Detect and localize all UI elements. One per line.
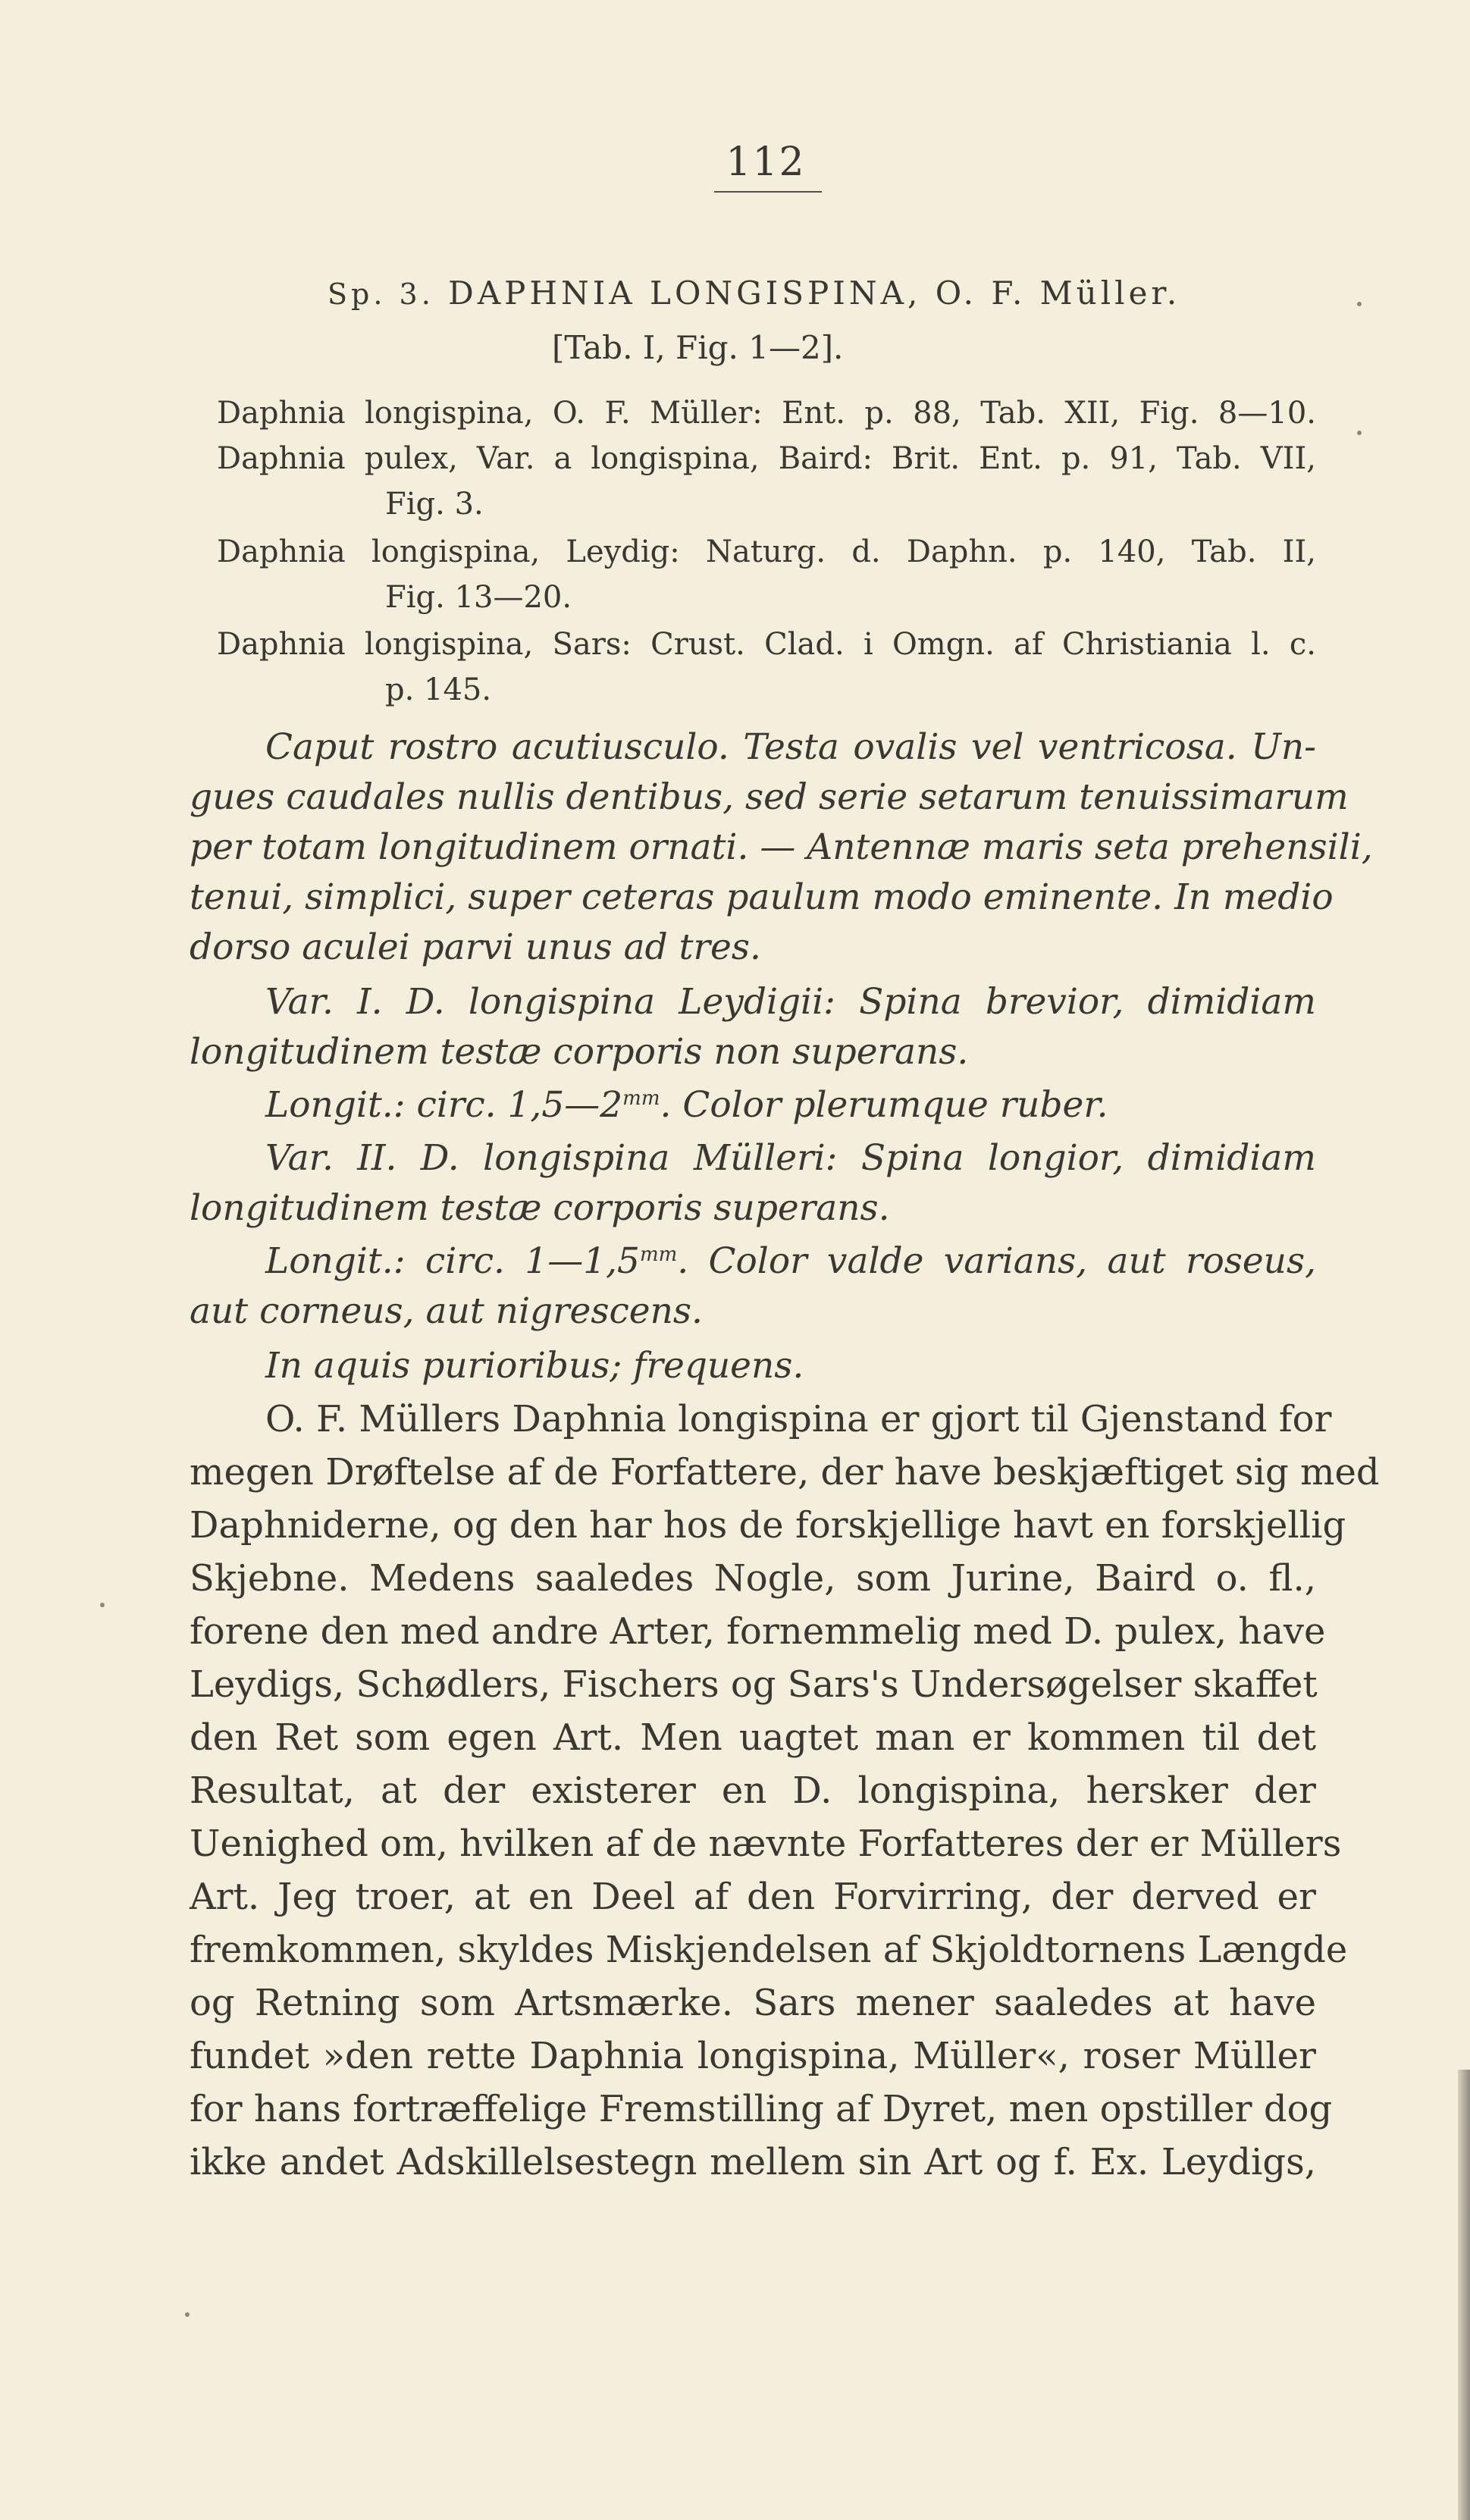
body-text-line: Resultat, at der existerer en D. longispina, hersker der [190,1769,1316,1812]
synonym-line: Daphnia longispina, O. F. Müller: Ent. p. 88, Tab. XII, Fig. 8—10. [217,396,1316,431]
paper-speck [1357,431,1362,435]
diagnosis-line: per totam longitudinem ornati. — Antennæ maris seta prehensili, [190,826,1373,868]
synonym-continuation: Fig. 3. [385,487,484,522]
variety-two-length [265,1240,1317,1282]
body-text-line: forene den med andre Arter, fornemmelig med D. pulex, have [190,1610,1326,1653]
variety-two-line: Var. II. D. longispina Mülleri: Spina longior, dimidiam [265,1137,1316,1179]
species-name: DAPHNIA LONGISPINA, [448,274,922,312]
body-text-line: fundet »den rette Daphnia longispina, Müller«, roser Müller [190,2035,1316,2077]
paper-speck [185,2312,190,2317]
synonym-line: Daphnia longispina, Leydig: Naturg. d. Daphn. p. 140, Tab. II, [217,534,1316,569]
diagnosis-line: dorso aculei parvi unus ad tres. [190,926,761,968]
body-text-line: og Retning som Artsmærke. Sars mener saaledes at have [190,1982,1316,2024]
body-text-line: Art. Jeg troer, at en Deel af den Forvirring, der derved er [190,1876,1316,1918]
body-text-line: Leydigs, Schødlers, Fischers og Sars's Undersøgelser skaffet [190,1663,1318,1706]
paper-speck [100,1603,105,1607]
body-text-line: Uenighed om, hvilken af de nævnte Forfatteres der er Müllers [190,1823,1342,1865]
color-text: . Color plerumque ruber. [660,1084,1108,1126]
diagnosis-line: tenui, simplici, super ceteras paulum modo eminente. In medio [190,876,1334,918]
body-text-line: Skjebne. Medens saaledes Nogle, som Jurine, Baird o. fl., [190,1557,1316,1600]
species-number: Sp. 3. [328,277,434,311]
body-text-line: den Ret som egen Art. Men uagtet man er kommen til det [190,1716,1316,1759]
diagnosis-line: gues caudales nullis dentibus, sed serie setarum tenuissimarum [190,776,1349,818]
length-text: Longit.: circ. 1,5—2 [265,1084,623,1126]
body-text-line: Daphniderne, og den har hos de forskjellige havt en forskjellig [190,1504,1346,1547]
variety-one-length [265,1084,1108,1126]
body-text-line: ikke andet Adskillelsestegn mellem sin Art og f. Ex. Leydigs, [190,2141,1316,2183]
page-number: 112 [726,139,806,185]
synonym-line: Daphnia longispina, Sars: Crust. Clad. i Omgn. af Christiania l. c. [217,627,1316,662]
body-text-line: megen Drøftelse af de Forfattere, der have beskjæftiget sig med [190,1451,1380,1494]
plate-reference: [Tab. I, Fig. 1—2]. [552,329,844,366]
habitat-line: In aquis purioribus; frequens. [265,1345,804,1387]
variety-two-line: longitudinem testæ corporis superans. [190,1187,890,1229]
paper-speck [1357,302,1362,306]
unit-superscript: mm [639,1243,678,1266]
variety-one-line: Var. I. D. longispina Leydigii: Spina brevior, dimidiam [265,981,1316,1023]
synonym-continuation: p. 145. [385,672,492,707]
variety-two-line: aut corneus, aut nigrescens. [190,1290,703,1332]
synonym-line: Daphnia pulex, Var. a longispina, Baird: Brit. Ent. p. 91, Tab. VII, [217,441,1316,476]
variety-one-line: longitudinem testæ corporis non superans. [190,1031,969,1073]
length-text: Longit.: circ. 1—1,5 [265,1240,640,1282]
species-heading [328,274,1181,312]
body-text-line: O. F. Müllers Daphnia longispina er gjort til Gjenstand for [265,1398,1332,1440]
page-number-rule [714,191,822,193]
species-author: O. F. Müller. [935,274,1181,312]
body-text-line: for hans fortræffelige Fremstilling af Dyret, men opstiller dog [190,2088,1333,2130]
page-edge-shadow [1458,2070,1470,2520]
unit-superscript: mm [622,1087,660,1110]
body-text-line: fremkommen, skyldes Miskjendelsen af Skjoldtornens Længde [190,1929,1348,1971]
diagnosis-line: Caput rostro acutiusculo. Testa ovalis vel ventricosa. Un- [265,726,1316,768]
color-text: . Color valde varians, aut roseus, [677,1240,1317,1282]
synonym-continuation: Fig. 13—20. [385,580,572,615]
